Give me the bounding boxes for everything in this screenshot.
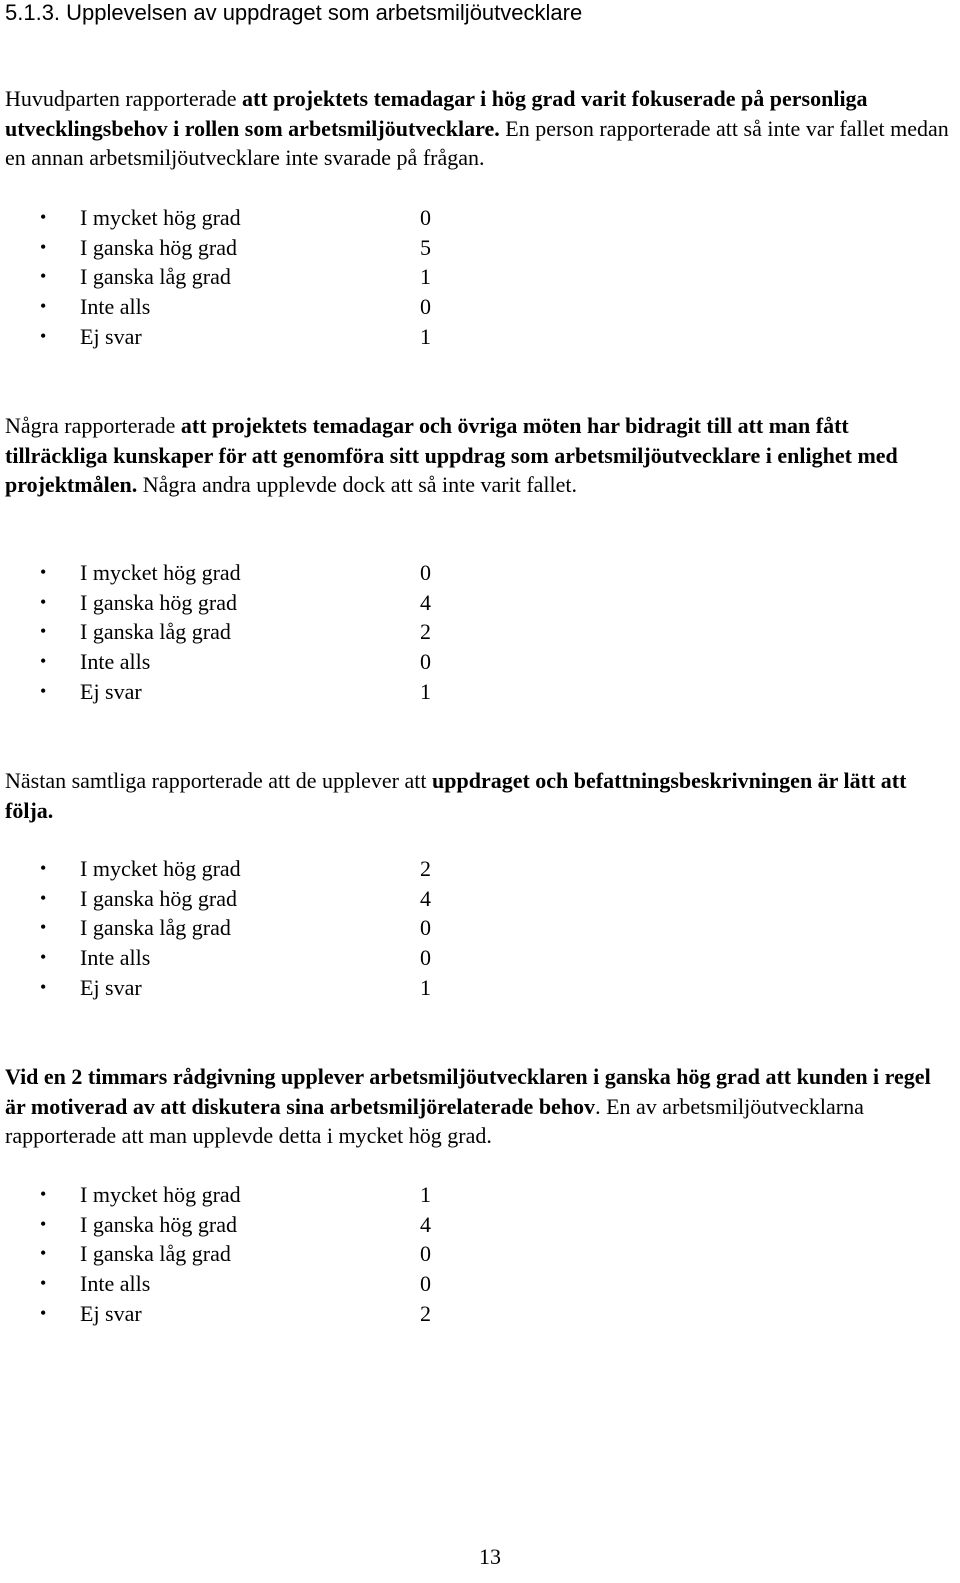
result-label: Inte alls	[80, 945, 151, 971]
paragraph-segment: Några andra upplevde dock att så inte varit fallet.	[137, 472, 578, 497]
result-count: 0	[420, 205, 431, 230]
result-label: I ganska låg grad	[80, 1241, 231, 1267]
result-label: Ej svar	[80, 678, 142, 704]
result-count: 0	[420, 1271, 431, 1297]
result-count: 4	[420, 589, 431, 615]
bullet-icon: •	[40, 858, 47, 878]
result-count: 2	[420, 1300, 431, 1326]
paragraph-segment: Nästan samtliga rapporterade att de upplever att	[5, 768, 432, 793]
result-count: 1	[420, 678, 431, 704]
result-count: 1	[420, 264, 431, 290]
paragraph-4	[5, 1062, 955, 1151]
bullet-icon: •	[40, 591, 47, 612]
bullet-icon: •	[40, 1184, 47, 1204]
result-count: 4	[420, 1211, 431, 1237]
result-label: I mycket hög grad	[80, 856, 241, 881]
result-label: Ej svar	[80, 1300, 142, 1326]
result-count: 1	[420, 1182, 431, 1207]
page-number: 13	[479, 1544, 501, 1569]
paragraph-segment-bold: uppdraget och befattningsbeskrivningen är lätt att följa.	[5, 768, 907, 823]
result-label: I mycket hög grad	[80, 1182, 241, 1207]
paragraph-3	[5, 766, 955, 825]
bullet-icon: •	[40, 1213, 47, 1234]
bullet-icon: •	[40, 207, 47, 227]
result-label: I ganska hög grad	[80, 885, 238, 911]
result-count: 2	[420, 619, 431, 645]
result-label: I ganska hög grad	[80, 234, 238, 260]
bullet-icon: •	[40, 1243, 47, 1264]
bullet-icon: •	[40, 680, 47, 701]
paragraph-segment: En person rapporterade att så inte var fallet medan en annan arbetsmiljöutvecklare inte svarade på frågan.	[5, 115, 949, 170]
result-label: I ganska hög grad	[80, 589, 238, 615]
paragraph-segment: Huvudparten rapporterade	[5, 86, 243, 111]
paragraph-segment: Några rapporterade	[5, 413, 181, 438]
result-label: I ganska hög grad	[80, 1211, 238, 1237]
bullet-icon: •	[40, 296, 47, 317]
result-label: I mycket hög grad	[80, 560, 241, 585]
paragraph-2	[5, 411, 955, 500]
bullet-icon: •	[40, 947, 47, 968]
result-label: I mycket hög grad	[80, 205, 241, 230]
result-count: 5	[420, 234, 431, 260]
paragraph-segment-bold: att projektets temadagar och övriga möten har bidragit till att man fått tillräckliga kunskaper för att genomföra sitt uppdrag som arbetsmiljöutvecklare i enlighet med projektmålen.	[5, 413, 898, 497]
bullet-icon: •	[40, 651, 47, 672]
result-label: Inte alls	[80, 649, 151, 675]
result-count: 0	[420, 649, 431, 675]
bullet-icon: •	[40, 236, 47, 257]
bullet-icon: •	[40, 917, 47, 938]
result-count: 0	[420, 560, 431, 585]
result-count: 4	[420, 885, 431, 911]
paragraph-1	[5, 84, 955, 173]
result-label: Inte alls	[80, 294, 151, 320]
result-label: Ej svar	[80, 974, 142, 1000]
result-label: I ganska låg grad	[80, 915, 231, 941]
result-label: I ganska låg grad	[80, 619, 231, 645]
bullet-icon: •	[40, 887, 47, 908]
paragraph-segment-bold: att projektets temadagar i hög grad varit fokuserade på personliga utvecklingsbehov i rollen som arbetsmiljöutvecklare.	[5, 86, 868, 141]
bullet-icon: •	[40, 1302, 47, 1323]
bullet-icon: •	[40, 976, 47, 997]
result-count: 2	[420, 856, 431, 881]
result-label: I ganska låg grad	[80, 264, 231, 290]
result-label: Ej svar	[80, 323, 142, 349]
result-count: 0	[420, 915, 431, 941]
bullet-icon: •	[40, 325, 47, 346]
paragraph-segment-bold: Vid en 2 timmars rådgivning upplever arbetsmiljöutvecklaren i ganska hög grad att kunden i regel är motiverad av att diskutera sina arbetsmiljörelaterade behov	[5, 1064, 931, 1119]
bullet-icon: •	[40, 266, 47, 287]
result-count: 0	[420, 1241, 431, 1267]
result-count: 1	[420, 974, 431, 1000]
bullet-icon: •	[40, 621, 47, 642]
bullet-icon: •	[40, 1273, 47, 1294]
result-count: 0	[420, 945, 431, 971]
result-label: Inte alls	[80, 1271, 151, 1297]
paragraph-segment: . En av arbetsmiljöutvecklarna rapporterade att man upplevde detta i mycket hög grad.	[5, 1093, 864, 1148]
result-count: 1	[420, 323, 431, 349]
section-heading: 5.1.3. Upplevelsen av uppdraget som arbetsmiljöutvecklare	[5, 0, 583, 25]
bullet-icon: •	[40, 562, 47, 582]
result-count: 0	[420, 294, 431, 320]
